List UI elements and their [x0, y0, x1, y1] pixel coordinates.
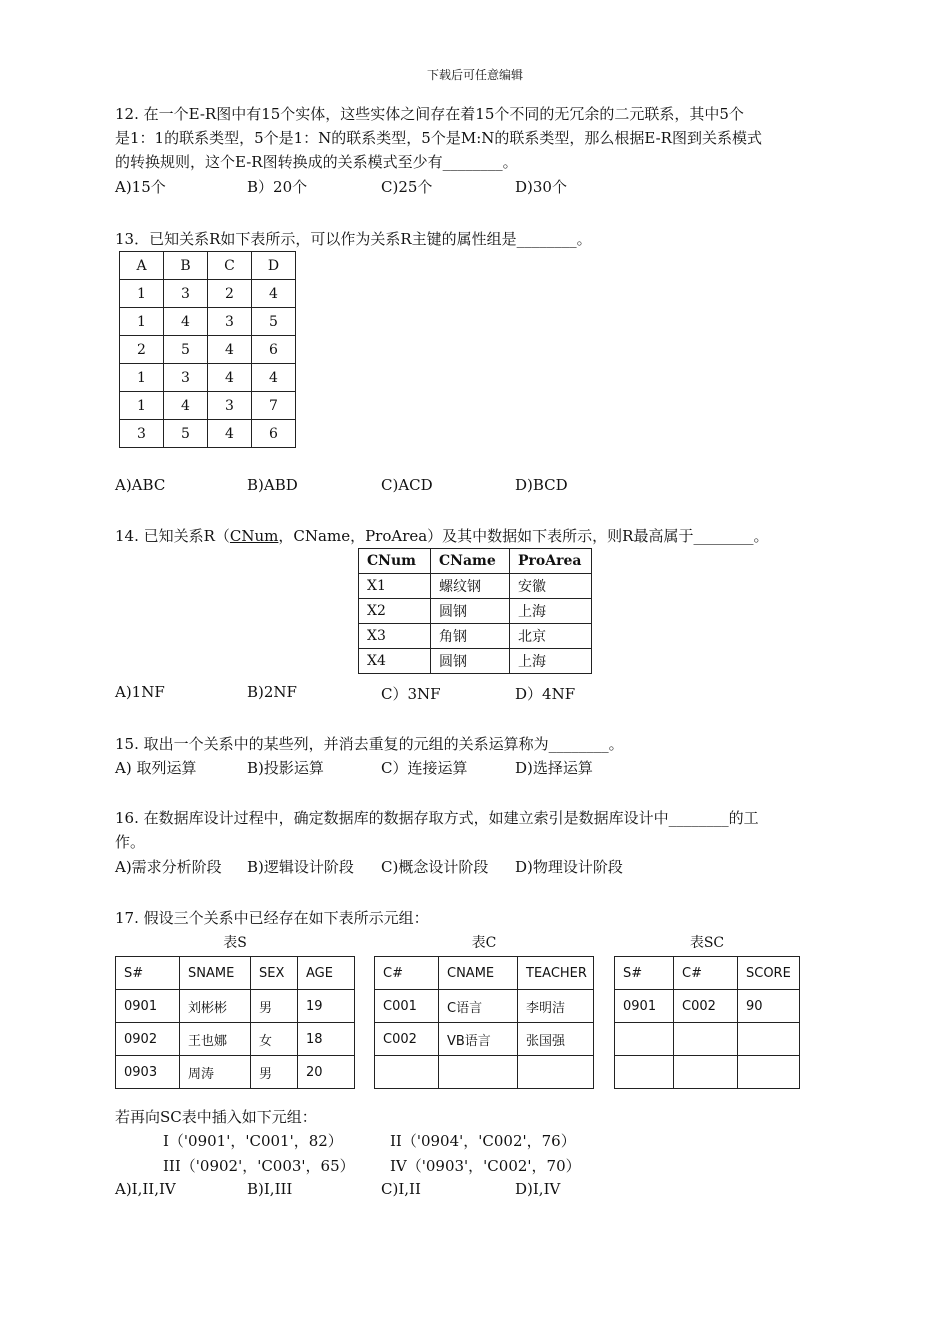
table-cell: 4 — [252, 364, 296, 392]
table-cell — [738, 1056, 800, 1089]
table-header-cell: S# — [615, 957, 674, 990]
table-cell: 圆钢 — [431, 649, 510, 674]
table-cell: X2 — [359, 599, 431, 624]
question-14-text — [115, 524, 768, 549]
table-header-cell: C — [208, 252, 252, 280]
table-row — [120, 420, 296, 448]
option-c: C）3NF — [381, 685, 441, 703]
question-16-line: 作。 — [115, 833, 146, 851]
option-a: A)ABC — [115, 476, 166, 494]
table-cell: C001 — [375, 990, 439, 1023]
option-a: A)15个 — [115, 178, 166, 196]
table-header-cell: CName — [431, 549, 510, 574]
table-cell: 1 — [120, 392, 164, 420]
table-cell: VB语言 — [439, 1023, 518, 1056]
table-cell: 张国强 — [518, 1023, 594, 1056]
table-cell: 刘彬彬 — [180, 990, 251, 1023]
table-cell — [518, 1056, 594, 1089]
table-c — [374, 956, 594, 1089]
table-cell: 1 — [120, 280, 164, 308]
tuple-iv: IV（'0903'，'C002'，70） — [390, 1157, 581, 1175]
table-cell: 北京 — [510, 624, 592, 649]
option-a: A)需求分析阶段 — [115, 858, 222, 876]
question-12-line: 的转换规则，这个E-R图转换成的关系模式至少有________。 — [115, 153, 518, 171]
table-cell — [439, 1056, 518, 1089]
table-row — [120, 392, 296, 420]
table-row — [615, 990, 800, 1023]
table-cell: 5 — [164, 420, 208, 448]
table-header-cell: C# — [674, 957, 738, 990]
table-header-cell: A — [120, 252, 164, 280]
table-header-cell: SEX — [251, 957, 298, 990]
option-b: B)I,III — [247, 1180, 293, 1198]
table-cell: 19 — [298, 990, 355, 1023]
table-cell: 3 — [164, 364, 208, 392]
table-cell: 4 — [164, 392, 208, 420]
option-c: C)25个 — [381, 178, 433, 196]
table-cell: 3 — [120, 420, 164, 448]
table-cell: 王也娜 — [180, 1023, 251, 1056]
table-cell: 0901 — [615, 990, 674, 1023]
table-cell: 螺纹钢 — [431, 574, 510, 599]
question-16-line: 16. 在数据库设计过程中，确定数据库的数据存取方式，如建立索引是数据库设计中________的工 — [115, 809, 759, 827]
table-cell: 1 — [120, 308, 164, 336]
option-b: B)2NF — [247, 683, 297, 701]
table-cell: 李明洁 — [518, 990, 594, 1023]
table-row — [120, 364, 296, 392]
question-13-text: 13．已知关系R如下表所示，可以作为关系R主键的属性组是________。 — [115, 230, 592, 248]
table-cell: C002 — [674, 990, 738, 1023]
option-d: D)物理设计阶段 — [515, 858, 623, 876]
option-d: D）4NF — [515, 685, 576, 703]
option-d: D)30个 — [515, 178, 567, 196]
table-cell: 1 — [120, 364, 164, 392]
table-cell: X4 — [359, 649, 431, 674]
table-cell: C语言 — [439, 990, 518, 1023]
table-row — [359, 624, 592, 649]
table-cell: 男 — [251, 1056, 298, 1089]
primary-key-label: CNum — [229, 527, 279, 545]
table-cell — [375, 1056, 439, 1089]
tuple-i: I（'0901'，'C001'，82） — [163, 1132, 343, 1150]
table-cell: 女 — [251, 1023, 298, 1056]
table-cell: 安徽 — [510, 574, 592, 599]
table-row — [359, 599, 592, 624]
table-row — [359, 574, 592, 599]
table-s — [115, 956, 355, 1089]
table-row — [120, 308, 296, 336]
tuple-iii: III（'0902'，'C003'，65） — [163, 1157, 355, 1175]
table-header-cell: SCORE — [738, 957, 800, 990]
table-cell: 3 — [164, 280, 208, 308]
table-cell: 4 — [208, 364, 252, 392]
table-header-cell: AGE — [298, 957, 355, 990]
table-cell: 上海 — [510, 649, 592, 674]
option-c: C)概念设计阶段 — [381, 858, 489, 876]
table-cell: X3 — [359, 624, 431, 649]
table-header-cell: ProArea — [510, 549, 592, 574]
table-cell: 4 — [208, 420, 252, 448]
table-header-cell: D — [252, 252, 296, 280]
table-cell — [738, 1023, 800, 1056]
table-header-cell: CNAME — [439, 957, 518, 990]
option-c: C)I,II — [381, 1180, 421, 1198]
option-b: B）20个 — [247, 178, 308, 196]
table-cell: 2 — [120, 336, 164, 364]
table-c-caption: 表C — [471, 935, 497, 951]
option-b: B)逻辑设计阶段 — [247, 858, 354, 876]
table-s-caption: 表S — [223, 935, 247, 951]
table-header-cell: CNum — [359, 549, 431, 574]
option-b: B)投影运算 — [247, 759, 324, 777]
table-cell: 5 — [164, 336, 208, 364]
table-row — [116, 990, 355, 1023]
table-cell — [674, 1023, 738, 1056]
table-header-cell: SNAME — [180, 957, 251, 990]
option-a: A)I,II,IV — [115, 1180, 176, 1198]
question-17-text: 17. 假设三个关系中已经存在如下表所示元组： — [115, 909, 429, 927]
table-row — [116, 1023, 355, 1056]
table-row — [116, 1056, 355, 1089]
table-cell: 6 — [252, 336, 296, 364]
table-row — [615, 1023, 800, 1056]
table-cell: 4 — [208, 336, 252, 364]
table-cell: 18 — [298, 1023, 355, 1056]
table-row — [120, 336, 296, 364]
table-cell: 4 — [164, 308, 208, 336]
table-header-cell: B — [164, 252, 208, 280]
table-cell: 男 — [251, 990, 298, 1023]
insert-instruction: 若再向SC表中插入如下元组： — [115, 1108, 317, 1126]
option-c: C)ACD — [381, 476, 433, 494]
table-cell: 0901 — [116, 990, 180, 1023]
table-cell — [674, 1056, 738, 1089]
table-cell — [615, 1056, 674, 1089]
table-cell: X1 — [359, 574, 431, 599]
table-cell: 圆钢 — [431, 599, 510, 624]
table-row — [375, 990, 594, 1023]
question-14-suffix: ，CName，ProArea）及其中数据如下表所示，则R最高属于________。 — [278, 527, 769, 545]
question-15-text: 15. 取出一个关系中的某些列，并消去重复的元组的关系运算称为________。 — [115, 735, 624, 753]
table-cell: 90 — [738, 990, 800, 1023]
table-cell: 3 — [208, 392, 252, 420]
table-cell: 3 — [208, 308, 252, 336]
table-row — [375, 1056, 594, 1089]
option-d: D)选择运算 — [515, 759, 593, 777]
page-header: 下载后可任意编辑 — [426, 68, 523, 82]
option-d: D)I,IV — [515, 1180, 561, 1198]
question-12-line: 是1：1的联系类型，5个是1：N的联系类型，5个是M:N的联系类型，那么根据E-R图到关系模式 — [115, 129, 762, 147]
table-cell: 2 — [208, 280, 252, 308]
table-header-cell: C# — [375, 957, 439, 990]
table-cell: 周涛 — [180, 1056, 251, 1089]
option-b: B)ABD — [247, 476, 298, 494]
table-row — [359, 649, 592, 674]
table-cell: 7 — [252, 392, 296, 420]
option-a: A)1NF — [115, 683, 165, 701]
table-cell: 上海 — [510, 599, 592, 624]
question-12-line: 12. 在一个E-R图中有15个实体，这些实体之间存在着15个不同的无冗余的二元联系，其中5个 — [115, 105, 744, 123]
tuple-ii: II（'0904'，'C002'，76） — [390, 1132, 576, 1150]
relation-cnum-table — [358, 548, 592, 674]
table-row — [375, 1023, 594, 1056]
table-header-cell: S# — [116, 957, 180, 990]
table-sc — [614, 956, 800, 1089]
table-cell: 0902 — [116, 1023, 180, 1056]
table-cell: 20 — [298, 1056, 355, 1089]
relation-r-table — [119, 251, 296, 448]
option-a: A) 取列运算 — [115, 759, 197, 777]
table-cell: 0903 — [116, 1056, 180, 1089]
table-cell: 6 — [252, 420, 296, 448]
table-cell — [615, 1023, 674, 1056]
question-14-prefix: 14. 已知关系R（ — [115, 527, 230, 545]
table-header-cell: TEACHER — [518, 957, 594, 990]
table-cell: C002 — [375, 1023, 439, 1056]
table-sc-caption: 表SC — [689, 935, 725, 951]
table-cell: 角钢 — [431, 624, 510, 649]
option-d: D)BCD — [515, 476, 568, 494]
table-row — [615, 1056, 800, 1089]
table-cell: 4 — [252, 280, 296, 308]
option-c: C）连接运算 — [381, 759, 468, 777]
table-cell: 5 — [252, 308, 296, 336]
table-row — [120, 280, 296, 308]
